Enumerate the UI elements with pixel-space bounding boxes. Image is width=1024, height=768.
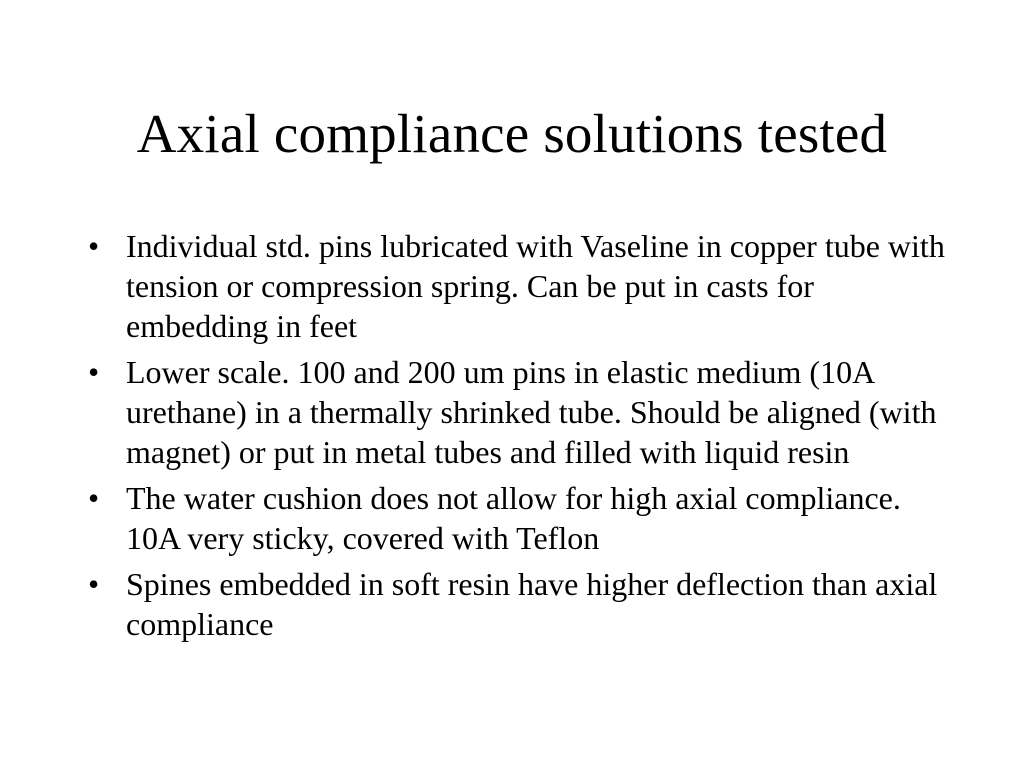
bullet-text: Individual std. pins lubricated with Vaseline in copper tube with tension or compression spring. Can be put in casts for embedding in feet bbox=[126, 228, 945, 344]
bullet-list bbox=[88, 226, 948, 650]
bullet-icon: • bbox=[88, 228, 100, 264]
slide-title: Axial compliance solutions tested bbox=[136, 103, 888, 164]
bullet-item bbox=[88, 478, 948, 558]
bullet-item bbox=[88, 226, 948, 346]
bullet-item bbox=[88, 564, 948, 644]
bullet-icon: • bbox=[88, 354, 100, 390]
bullet-icon: • bbox=[88, 480, 100, 516]
bullet-icon: • bbox=[88, 566, 100, 602]
bullet-text: The water cushion does not allow for high axial compliance. 10A very sticky, covered with Teflon bbox=[126, 480, 901, 556]
bullet-text: Spines embedded in soft resin have higher deflection than axial compliance bbox=[126, 566, 938, 642]
bullet-text: Lower scale. 100 and 200 um pins in elastic medium (10A urethane) in a thermally shrinked tube. Should be aligned (with magnet) or put in metal tubes and filled with liquid resin bbox=[126, 354, 937, 470]
bullet-item bbox=[88, 352, 948, 472]
